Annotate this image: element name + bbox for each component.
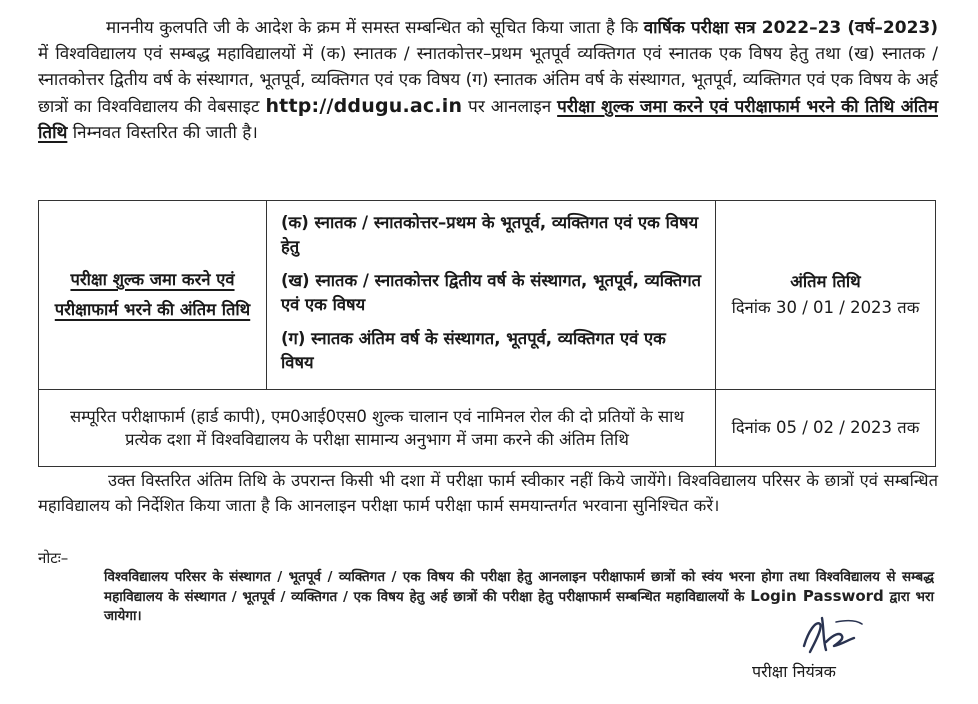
exam-session: वार्षिक परीक्षा सत्र 2022–23 (वर्ष–2023) xyxy=(643,18,939,38)
intro-text-3: पर आनलाइन xyxy=(468,97,552,117)
closing-text: उक्त विस्तरित अंतिम तिथि के उपरान्त किसी भी दशा में परीक्षा फार्म स्वीकार नहीं किये जायेंगे। विश्वविद्यालय परिसर के छात्रों एवं सम्बन्धित महाविद्यालय को निर्देशित किया जाता है कि आनलाइन परीक्षा फार्म परीक्षा फार्म समयान्तर्गत भरवाना सुनिश्चित करें। xyxy=(38,471,938,515)
note-label: नोटः– xyxy=(38,549,69,567)
deadline-phrase: परीक्षा शुल्क जमा करने एवं परीक्षाफार्म भरने की तिथि अंतिम तिथि xyxy=(38,97,939,143)
intro-text-4: निम्नवत विस्तरित की जाती है। xyxy=(72,123,258,143)
date-cell-1 xyxy=(716,201,936,390)
last-date-2: दिनांक 05 / 02 / 2023 तक xyxy=(716,390,936,467)
table-row xyxy=(39,201,936,390)
last-date-title: अंतिम तिथि xyxy=(790,272,861,291)
category-cell xyxy=(267,201,716,390)
closing-paragraph xyxy=(38,468,938,518)
deadline-table xyxy=(38,200,936,467)
last-date-1: दिनांक 30 / 01 / 2023 तक xyxy=(731,298,920,317)
category-item-ka: (क) स्नातक / स्नातकोत्तर–प्रथम के भूतपूर्व, व्यक्तिगत एवं एक विषय हेतु xyxy=(281,213,699,256)
intro-text-1: माननीय कुलपति जी के आदेश के क्रम में समस्त सम्बन्धित को सूचित किया जाता है कि xyxy=(106,18,639,38)
note-text-2: द्वारा भरा जायेगा। xyxy=(104,589,935,624)
note-text-1: विश्वविद्यालय परिसर के संस्थागत / भूतपूर्व / व्यक्तिगत / एक विषय की परीक्षा हेतु आनलाइन परीक्षाफार्म छात्रों को स्वंय भरना होगा तथा विश्वविद्यालय से सम्बद्ध महाविद्यालय के संस्थागत / भूतपूर्व / व्यक्तिगत / एक विषय हेतु अर्ह छात्रों की परीक्षा हेतु परीक्षाफार्म सम्बन्धित महाविद्यालयों के xyxy=(104,569,934,605)
category-item-kha: (ख) स्नातक / स्नातकोत्तर द्वितीय वर्ष के संस्थागत, भूतपूर्व, व्यक्तिगत एवं एक विषय xyxy=(281,271,702,314)
intro-text-2: में विश्वविद्यालय एवं सम्बद्ध महाविद्यालयों में (क) स्नातक / स्नातकोत्तर–प्रथम भूतपूर्व व्यक्तिगत एवं स्नातक एक विषय हेतु तथा (ख) स्नातक / स्नातकोत्तर द्वितीय वर्ष के संस्थागत, भूतपूर्व, व्यक्तिगत एवं एक विषय (ग) स्नातक अंतिम वर्ष के संस्थागत, भूतपूर्व, व्यक्तिगत एवं एक विषय के अर्ह छात्रों का विश्वविद्यालय की वेबसाइट xyxy=(38,44,938,117)
intro-paragraph xyxy=(38,15,938,146)
signature-icon xyxy=(790,612,890,656)
left-label: परीक्षा शुल्क जमा करने एवं परीक्षाफार्म भरने की अंतिम तिथि xyxy=(54,270,251,319)
website-link[interactable]: http://ddugu.ac.in xyxy=(265,95,463,117)
controller-designation: परीक्षा नियंत्रक xyxy=(752,662,836,681)
hardcopy-cell: सम्पूरित परीक्षाफार्म (हार्ड कापी), एम0आई0एस0 शुल्क चालान एवं नामिनल रोल की दो प्रतियों के साथ प्रत्येक दशा में विश्वविद्यालय के परीक्षा सामान्य अनुभाग में जमा करने की अंतिम तिथि xyxy=(39,390,716,467)
category-item-ga: (ग) स्नातक अंतिम वर्ष के संस्थागत, भूतपूर्व, व्यक्तिगत एवं एक विषय xyxy=(281,329,666,372)
table-row xyxy=(39,390,936,467)
left-label-cell xyxy=(39,201,267,390)
login-password-text: Login Password xyxy=(750,587,884,605)
